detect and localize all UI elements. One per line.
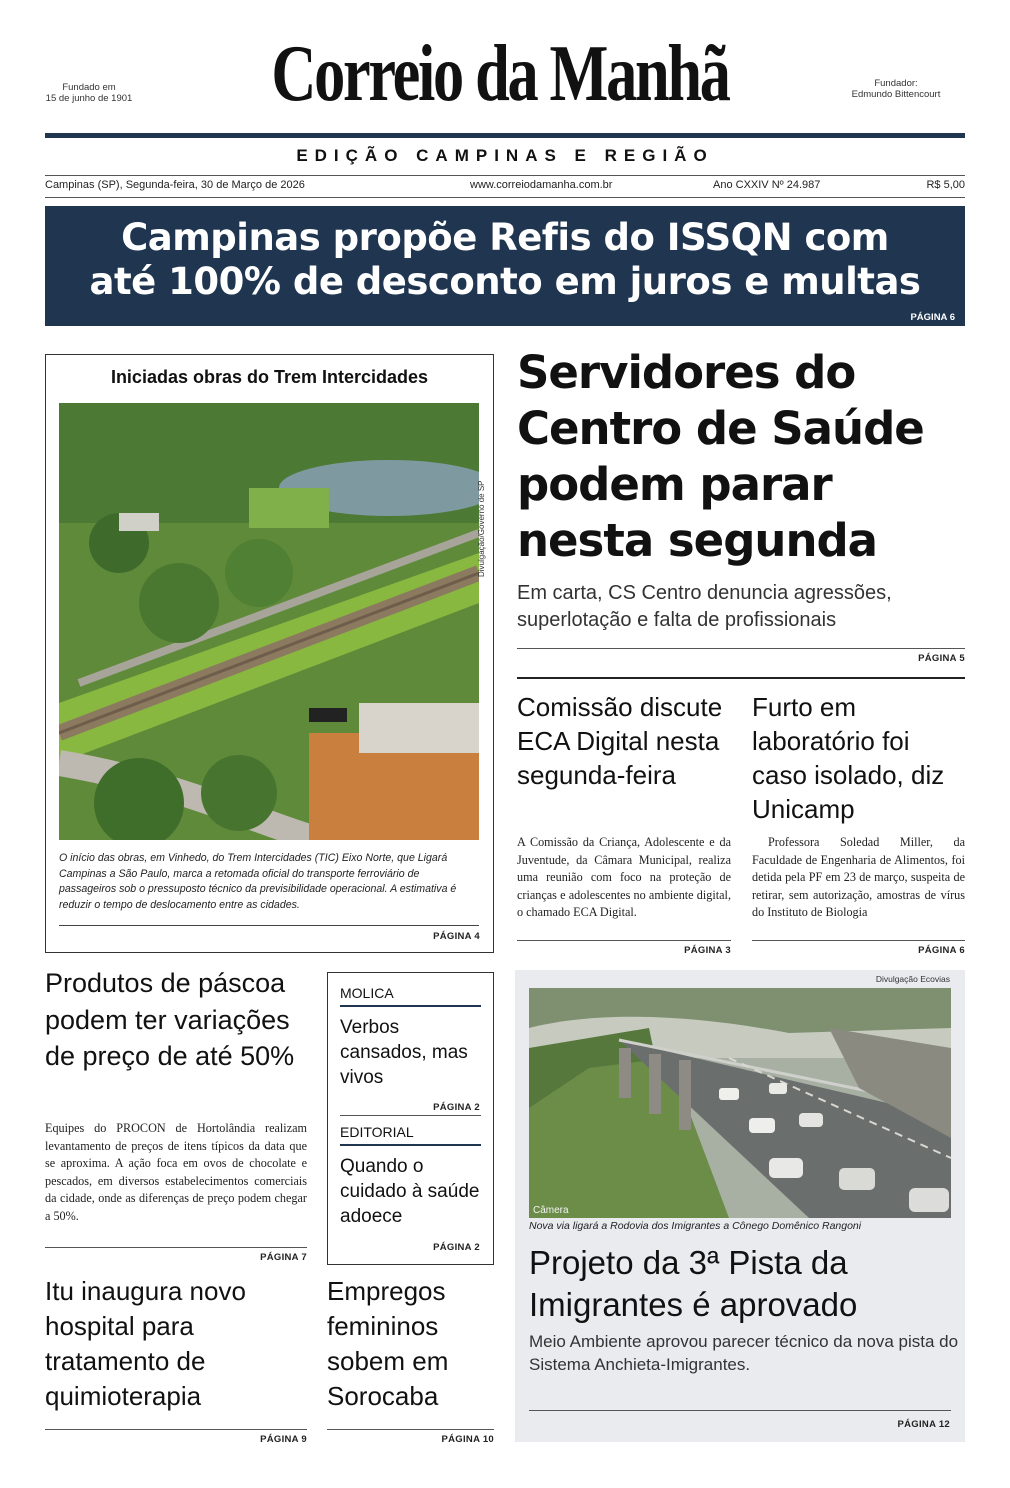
trem-photo: [59, 403, 479, 840]
servidores-story[interactable]: [515, 345, 965, 670]
furto-body: Professora Soledad Miller, da Faculdade de Engenharia de Alimentos, foi detida pela PF em 23 de março, suspeita de retirar, sem autorização, amostras de vírus do Instituto de Biologia: [752, 835, 965, 920]
dateline-issue: Ano CXXIV Nº 24.987: [713, 179, 821, 191]
molica-bottom-rule: [340, 1115, 481, 1116]
molica-label: MOLICA: [340, 985, 394, 1001]
editorial-page: PÁGINA 2: [433, 1242, 480, 1253]
newspaper-title: Correio da Manhã: [271, 30, 729, 118]
dateline-rule-top: [45, 175, 965, 176]
trem-story-box[interactable]: [45, 354, 494, 953]
dateline-website[interactable]: www.correiodamanha.com.br: [470, 179, 613, 191]
servidores-page: PÁGINA 5: [918, 653, 965, 664]
imigrantes-story[interactable]: [515, 970, 965, 1442]
comissao-headline: Comissão discute ECA Digital nesta segunda-feira: [517, 692, 723, 790]
imigrantes-caption: Nova via ligará a Rodovia dos Imigrantes a Cônego Domênico Rangoni: [529, 1220, 862, 1232]
pascoa-body: Equipes do PROCON de Hortolândia realizam levantamento de preços de itens típicos da data que se aproxima. A ação foca em ovos de chocolate e pescados, em diversos estabelecimentos comerciais da cidade, onde as diferenças de preço podem chegar a 50%.: [45, 1121, 307, 1223]
furto-rule: [752, 940, 965, 941]
camera-label: Câmera: [533, 1205, 569, 1216]
founded-line1: Fundado em: [62, 82, 116, 93]
dateline-bar: [45, 178, 965, 194]
empregos-headline: Empregos femininos sobem em Sorocaba: [327, 1276, 449, 1411]
furto-story[interactable]: [752, 690, 965, 960]
trem-credit: Divulgação/Governo de SP: [477, 480, 486, 577]
pascoa-headline: Produtos de páscoa podem ter variações de preço de até 50%: [45, 968, 295, 1071]
comissao-rule: [517, 940, 731, 941]
editorial-title[interactable]: Quando o cuidado à saúde adoece: [340, 1156, 480, 1227]
imigrantes-headline-line1: Projeto da 3ª Pista da: [529, 1244, 848, 1281]
itu-page: PÁGINA 9: [260, 1434, 307, 1445]
dateline-price: R$ 5,00: [926, 179, 965, 191]
itu-story[interactable]: [45, 1274, 307, 1449]
servidores-rule: [517, 648, 965, 649]
dateline-date: Campinas (SP), Segunda-feira, 30 de Março de 2026: [45, 179, 305, 191]
imigrantes-headline-line2: Imigrantes é aprovado: [529, 1286, 858, 1323]
dateline-rule-bottom: [45, 197, 965, 198]
molica-page: PÁGINA 2: [433, 1102, 480, 1113]
banner-headline-line1: Campinas propõe Refis do ISSQN com: [121, 216, 889, 259]
founder-note: [836, 78, 956, 100]
imigrantes-photo: [529, 988, 951, 1218]
founded-note: [44, 82, 134, 104]
trem-page: PÁGINA 4: [433, 931, 480, 942]
pascoa-rule: [45, 1247, 307, 1248]
founder-label: Fundador:: [874, 78, 918, 89]
section-rule: [517, 677, 965, 679]
molica-title[interactable]: Verbos cansados, mas vivos: [340, 1017, 468, 1088]
editorial-label: EDITORIAL: [340, 1124, 414, 1140]
aerial-railway-image: [59, 403, 479, 840]
founded-line2: 15 de junho de 1901: [45, 93, 133, 104]
servidores-headline: Servidores do Centro de Saúde podem parar nesta segunda: [517, 346, 924, 567]
imigrantes-rule: [529, 1410, 951, 1411]
trem-caption: O início das obras, em Vinhedo, do Trem Intercidades (TIC) Eixo Norte, que Ligará Campinas a São Paulo, marca a retomada oficial do transporte ferroviário de passageiros sob o pressuposto técnico da previsibilidade operacional. A estimativa é reduzir o tempo de deslocamento entre as cidades.: [59, 852, 457, 911]
itu-headline: Itu inaugura novo hospital para tratamento de quimioterapia: [45, 1276, 246, 1411]
comissao-story[interactable]: [517, 690, 731, 960]
comissao-page: PÁGINA 3: [684, 945, 731, 956]
pascoa-page: PÁGINA 7: [260, 1252, 307, 1263]
servidores-subhead: Em carta, CS Centro denuncia agressões, superlotação e falta de profissionais: [517, 582, 892, 631]
opinion-box: [327, 972, 494, 1265]
molica-rule: [340, 1005, 481, 1007]
furto-page: PÁGINA 6: [918, 945, 965, 956]
pascoa-story[interactable]: [45, 965, 307, 1265]
trem-title: Iniciadas obras do Trem Intercidades: [110, 367, 429, 387]
masthead-rule: [45, 133, 965, 138]
banner-headline-line2: até 100% de desconto em juros e multas: [89, 260, 921, 303]
highway-viaduct-image: [529, 988, 951, 1218]
editorial-rule: [340, 1144, 481, 1146]
itu-rule: [45, 1429, 307, 1430]
empregos-rule: [327, 1429, 494, 1430]
empregos-page: PÁGINA 10: [441, 1434, 494, 1445]
comissao-body: A Comissão da Criança, Adolescente e da Juventude, da Câmara Municipal, realiza uma reunião com foco na proteção de crianças e adolescentes no ambiente digital, o chamado ECA Digital.: [517, 835, 731, 920]
imigrantes-page: PÁGINA 12: [897, 1419, 950, 1430]
banner-story[interactable]: [45, 206, 965, 326]
furto-headline: Furto em laboratório foi caso isolado, diz Unicamp: [752, 692, 945, 824]
edition-label: EDIÇÃO CAMPINAS E REGIÃO: [296, 146, 714, 165]
founder-name: Edmundo Bittencourt: [851, 89, 941, 100]
trem-rule: [59, 925, 479, 926]
banner-page: PÁGINA 6: [910, 312, 955, 323]
imigrantes-subhead: Meio Ambiente aprovou parecer técnico da nova pista do Sistema Anchieta-Imigrantes.: [529, 1332, 959, 1374]
empregos-story[interactable]: [327, 1274, 494, 1449]
imigrantes-credit: Divulgação Ecovias: [875, 974, 950, 984]
